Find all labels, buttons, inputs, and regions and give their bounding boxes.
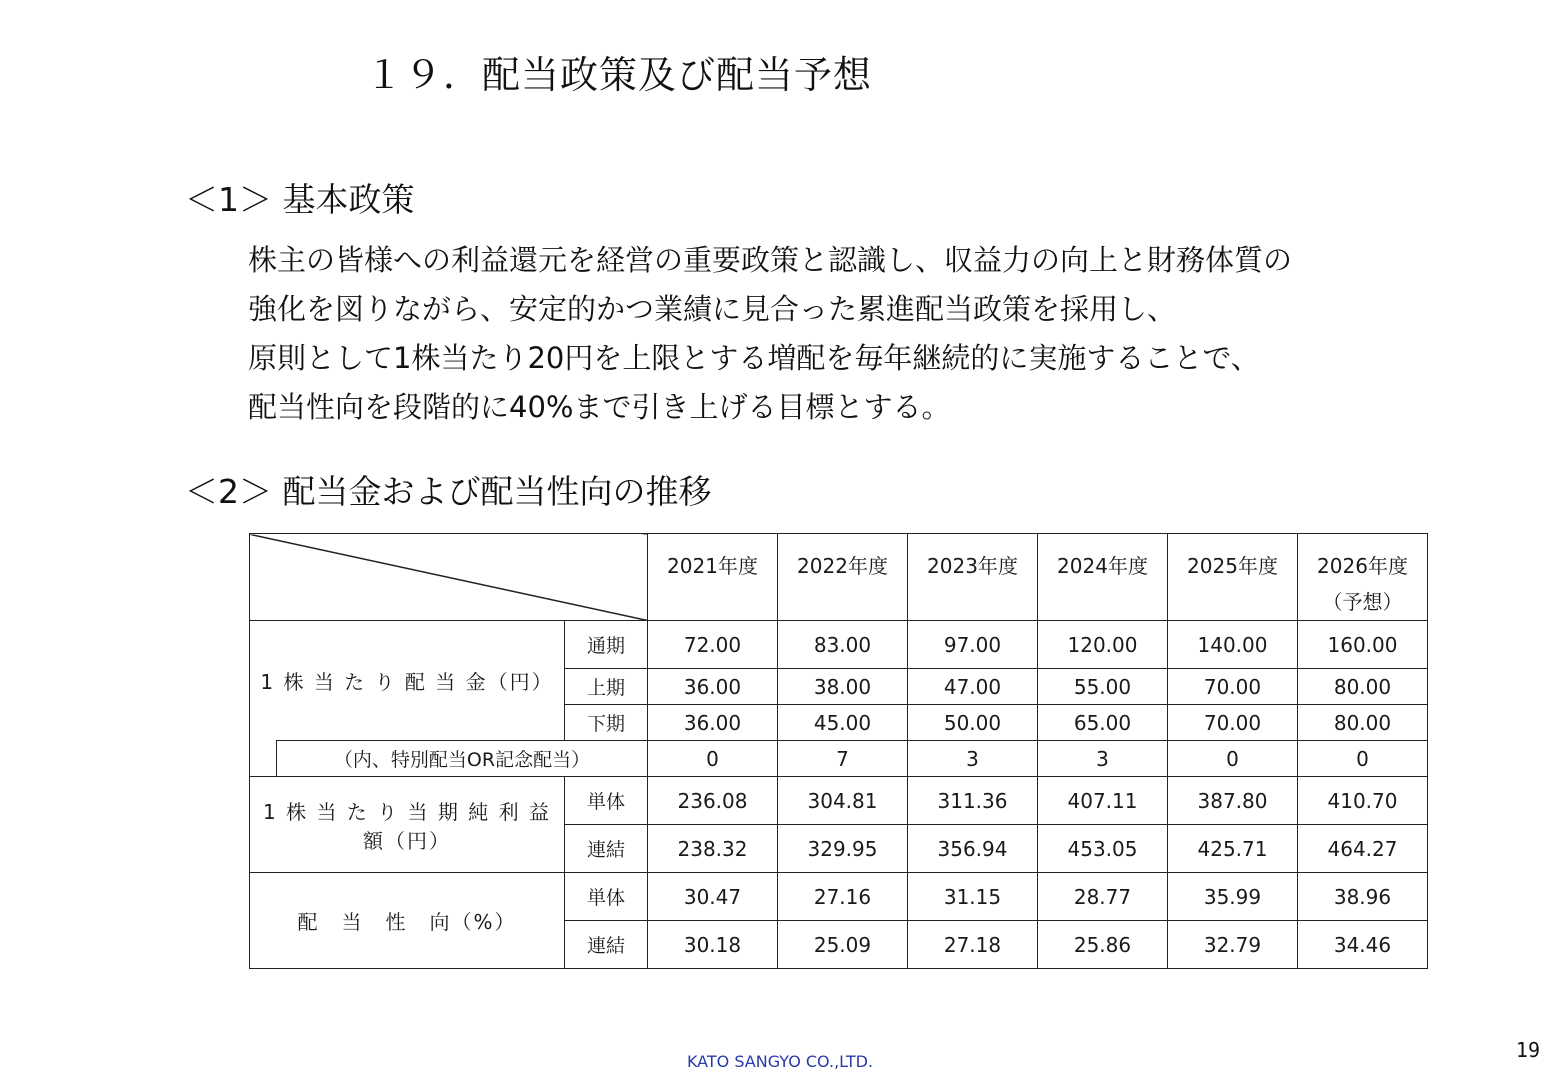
year-label: 2025年度 <box>1187 554 1278 578</box>
table-cell: 0 <box>1168 741 1298 777</box>
eps-label: 1 株 当 た り 当 期 純 利 益 額（円） <box>250 777 565 873</box>
table-cell: 27.16 <box>778 873 908 921</box>
table-cell: 407.11 <box>1038 777 1168 825</box>
table-cell: 425.71 <box>1168 825 1298 873</box>
table-cell: 236.08 <box>648 777 778 825</box>
table-cell: 25.86 <box>1038 921 1168 969</box>
footer-company-name: KATO SANGYO CO.,LTD. <box>686 1052 874 1071</box>
policy-line: 配当性向を段階的に40%まで引き上げる目標とする。 <box>248 390 951 424</box>
table-cell: 160.00 <box>1298 621 1428 669</box>
year-label: 2023年度 <box>927 554 1018 578</box>
table-cell: 45.00 <box>778 705 908 741</box>
payout-label: 配 当 性 向（%） <box>250 873 565 969</box>
table-cell: 410.70 <box>1298 777 1428 825</box>
year-header <box>778 534 908 621</box>
table-cell: 32.79 <box>1168 921 1298 969</box>
table-cell: 27.18 <box>908 921 1038 969</box>
year-label: 2024年度 <box>1057 554 1148 578</box>
table-cell: 36.00 <box>648 705 778 741</box>
row-sub-label: 連結 <box>565 825 648 873</box>
table-cell: 34.46 <box>1298 921 1428 969</box>
table-cell: 47.00 <box>908 669 1038 705</box>
year-label: 2021年度 <box>667 554 758 578</box>
table-row <box>250 621 1428 669</box>
year-header <box>1038 534 1168 621</box>
section-heading-dividend-trend: ＜2＞ 配当金および配当性向の推移 <box>185 472 712 511</box>
table-header-row <box>250 534 1428 621</box>
table-cell: 7 <box>778 741 908 777</box>
year-header <box>648 534 778 621</box>
table-cell: 140.00 <box>1168 621 1298 669</box>
row-sub-label: 単体 <box>565 777 648 825</box>
table-cell: 36.00 <box>648 669 778 705</box>
table-cell: 80.00 <box>1298 705 1428 741</box>
table-row <box>250 741 1428 777</box>
table-cell: 329.95 <box>778 825 908 873</box>
page-title: １９．配当政策及び配当予想 <box>365 53 873 97</box>
policy-line: 原則として1株当たり20円を上限とする増配を毎年継続的に実施することで、 <box>248 341 1260 375</box>
table-row <box>250 873 1428 921</box>
table-cell: 356.94 <box>908 825 1038 873</box>
table-cell: 65.00 <box>1038 705 1168 741</box>
table-cell: 97.00 <box>908 621 1038 669</box>
table-cell: 38.00 <box>778 669 908 705</box>
table-cell: 238.32 <box>648 825 778 873</box>
table-cell: 3 <box>1038 741 1168 777</box>
table-cell: 3 <box>908 741 1038 777</box>
row-sub-label: 上期 <box>565 669 648 705</box>
table-cell: 72.00 <box>648 621 778 669</box>
policy-text <box>248 236 1498 432</box>
year-header <box>908 534 1038 621</box>
year-label: 2026年度 <box>1317 554 1408 578</box>
table-cell: 0 <box>1298 741 1428 777</box>
table-cell: 38.96 <box>1298 873 1428 921</box>
page-number: 19 <box>1515 1038 1540 1062</box>
table-cell: 120.00 <box>1038 621 1168 669</box>
row-sub-label: 通期 <box>565 621 648 669</box>
year-label: 2022年度 <box>797 554 888 578</box>
table-cell: 70.00 <box>1168 669 1298 705</box>
policy-line: 株主の皆様への利益還元を経営の重要政策と認識し、収益力の向上と財務体質の <box>248 243 1293 277</box>
table-cell: 387.80 <box>1168 777 1298 825</box>
year-header <box>1168 534 1298 621</box>
table-cell: 304.81 <box>778 777 908 825</box>
table-cell: 0 <box>648 741 778 777</box>
table-cell: 55.00 <box>1038 669 1168 705</box>
row-sub-label: 連結 <box>565 921 648 969</box>
table-cell: 30.47 <box>648 873 778 921</box>
special-dividend-label: （内、特別配当OR記念配当） <box>277 741 648 777</box>
table-cell: 25.09 <box>778 921 908 969</box>
table-cell: 464.27 <box>1298 825 1428 873</box>
table-cell: 311.36 <box>908 777 1038 825</box>
table-cell: 35.99 <box>1168 873 1298 921</box>
dividend-table <box>249 533 1428 969</box>
year-header <box>1298 534 1428 621</box>
table-cell: 70.00 <box>1168 705 1298 741</box>
row-sub-label: 下期 <box>565 705 648 741</box>
dividend-label: 1 株 当 た り 配 当 金（円） <box>250 621 565 741</box>
table-cell: 50.00 <box>908 705 1038 741</box>
section-heading-basic-policy: ＜1＞ 基本政策 <box>185 180 415 219</box>
table-row <box>250 777 1428 825</box>
diagonal-header-cell <box>250 534 648 621</box>
table-cell: 31.15 <box>908 873 1038 921</box>
table-cell: 83.00 <box>778 621 908 669</box>
policy-line: 強化を図りながら、安定的かつ業績に見合った累進配当政策を採用し、 <box>248 292 1177 326</box>
forecast-note: （予想） <box>1322 590 1403 614</box>
table-cell: 28.77 <box>1038 873 1168 921</box>
row-sub-label: 単体 <box>565 873 648 921</box>
blank-indent-cell <box>250 741 277 777</box>
table-cell: 453.05 <box>1038 825 1168 873</box>
table-cell: 30.18 <box>648 921 778 969</box>
table-cell: 80.00 <box>1298 669 1428 705</box>
